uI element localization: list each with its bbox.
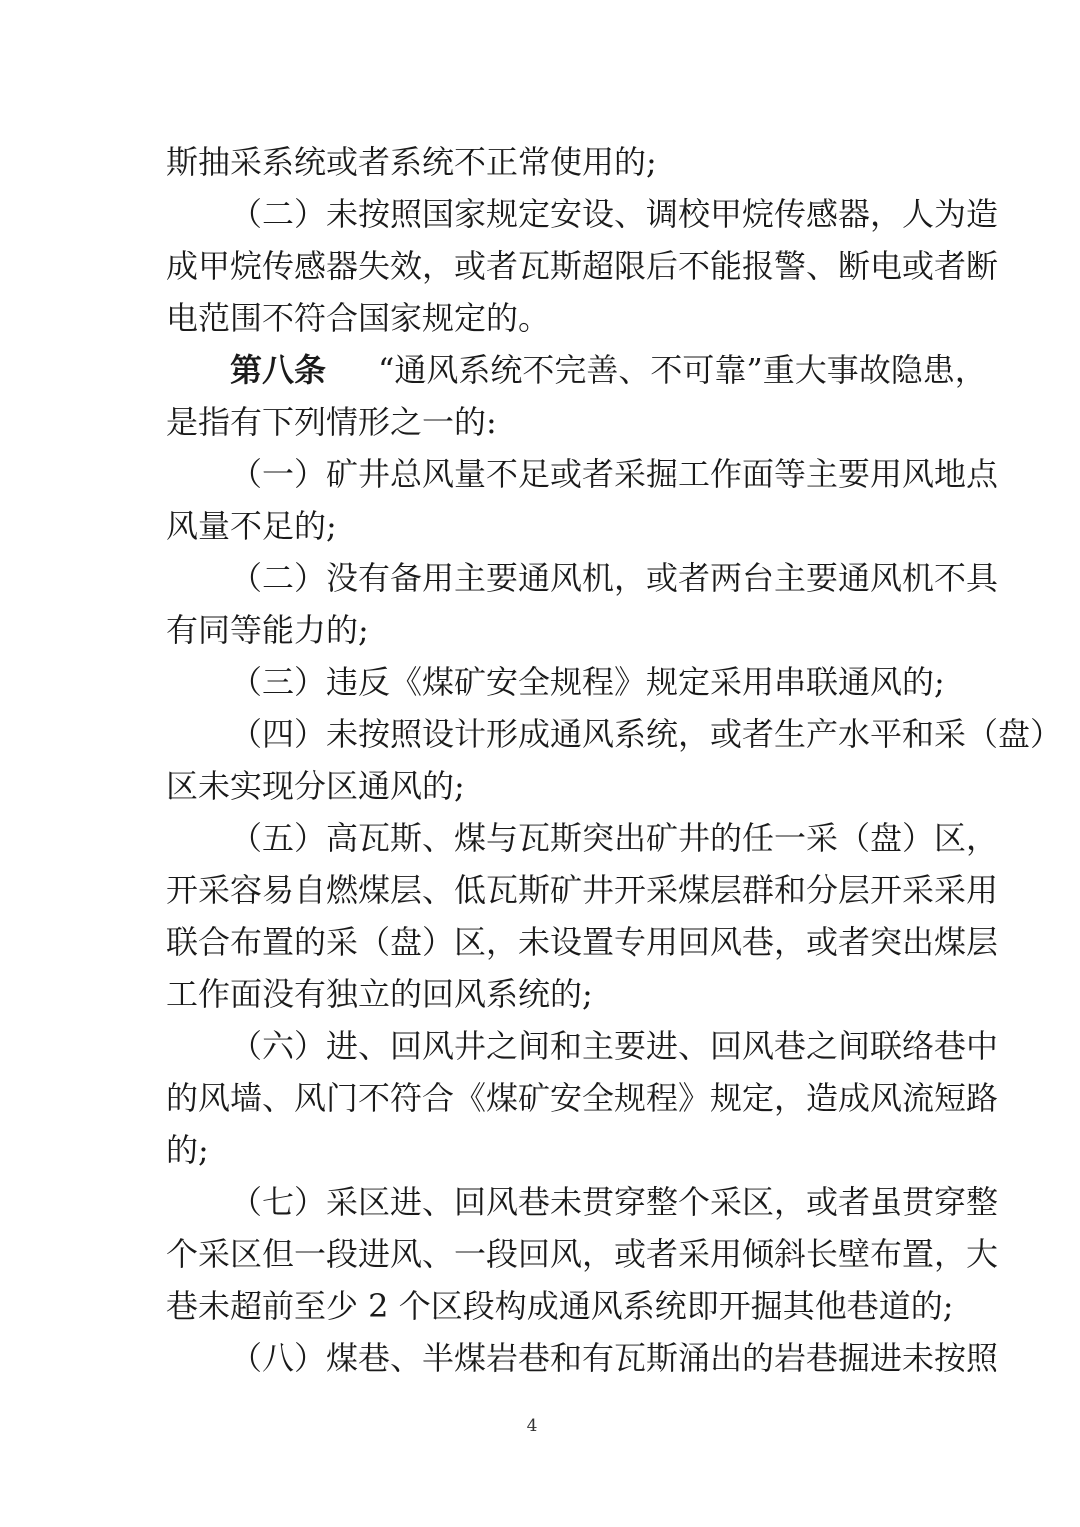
text-line: 风量不足的; bbox=[166, 507, 337, 545]
text-line: 有同等能力的; bbox=[166, 611, 369, 649]
text-line: （三）违反《煤矿安全规程》规定采用串联通风的; bbox=[230, 663, 945, 701]
page-number: 4 bbox=[526, 1416, 538, 1436]
text-line: （二）未按照国家规定安设、调校甲烷传感器，人为造 bbox=[230, 195, 999, 233]
text-line: 联合布置的采（盘）区，未设置专用回风巷，或者突出煤层 bbox=[166, 923, 999, 961]
text-line: （七）采区进、回风巷未贯穿整个采区，或者虽贯穿整 bbox=[230, 1183, 999, 1221]
text-line: 开采容易自燃煤层、低瓦斯矿井开采煤层群和分层开采采用 bbox=[166, 871, 999, 909]
article-heading-line bbox=[230, 348, 987, 392]
weibo-logo-icon bbox=[10, 1491, 42, 1515]
text-line: （五）高瓦斯、煤与瓦斯突出矿井的任一采（盘）区， bbox=[230, 819, 999, 857]
article-label: 第八条 bbox=[230, 351, 327, 389]
text-line: （二）没有备用主要通风机，或者两台主要通风机不具 bbox=[230, 559, 999, 597]
text-line: 的风墙、风门不符合《煤矿安全规程》规定，造成风流短路 bbox=[166, 1079, 999, 1117]
text-line: 区未实现分区通风的; bbox=[166, 767, 465, 805]
watermark bbox=[10, 1490, 130, 1516]
text-line: 是指有下列情形之一的: bbox=[166, 403, 497, 441]
text-line: 的; bbox=[166, 1131, 209, 1169]
text-line: 巷未超前至少 2 个区段构成通风系统即开掘其他巷道的; bbox=[166, 1287, 954, 1325]
article-heading-text: “通风系统不完善、不可靠”重大事故隐患， bbox=[378, 351, 987, 389]
text-line: 斯抽采系统或者系统不正常使用的; bbox=[166, 143, 657, 181]
text-line: 工作面没有独立的回风系统的; bbox=[166, 975, 593, 1013]
text-line: （六）进、回风井之间和主要进、回风巷之间联络巷中 bbox=[230, 1027, 999, 1065]
text-line: （一）矿井总风量不足或者采掘工作面等主要用风地点 bbox=[230, 455, 999, 493]
text-line: 个采区但一段进风、一段回风，或者采用倾斜长壁布置，大 bbox=[166, 1235, 999, 1273]
text-line: 电范围不符合国家规定的。 bbox=[166, 299, 551, 337]
text-line: （八）煤巷、半煤岩巷和有瓦斯涌出的岩巷掘进未按照 bbox=[230, 1339, 999, 1377]
text-line: （四）未按照设计形成通风系统，或者生产水平和采（盘） bbox=[230, 715, 1063, 753]
watermark-text: 大数跨境 bbox=[46, 1492, 130, 1516]
text-line: 成甲烷传感器失效，或者瓦斯超限后不能报警、断电或者断 bbox=[166, 247, 999, 285]
